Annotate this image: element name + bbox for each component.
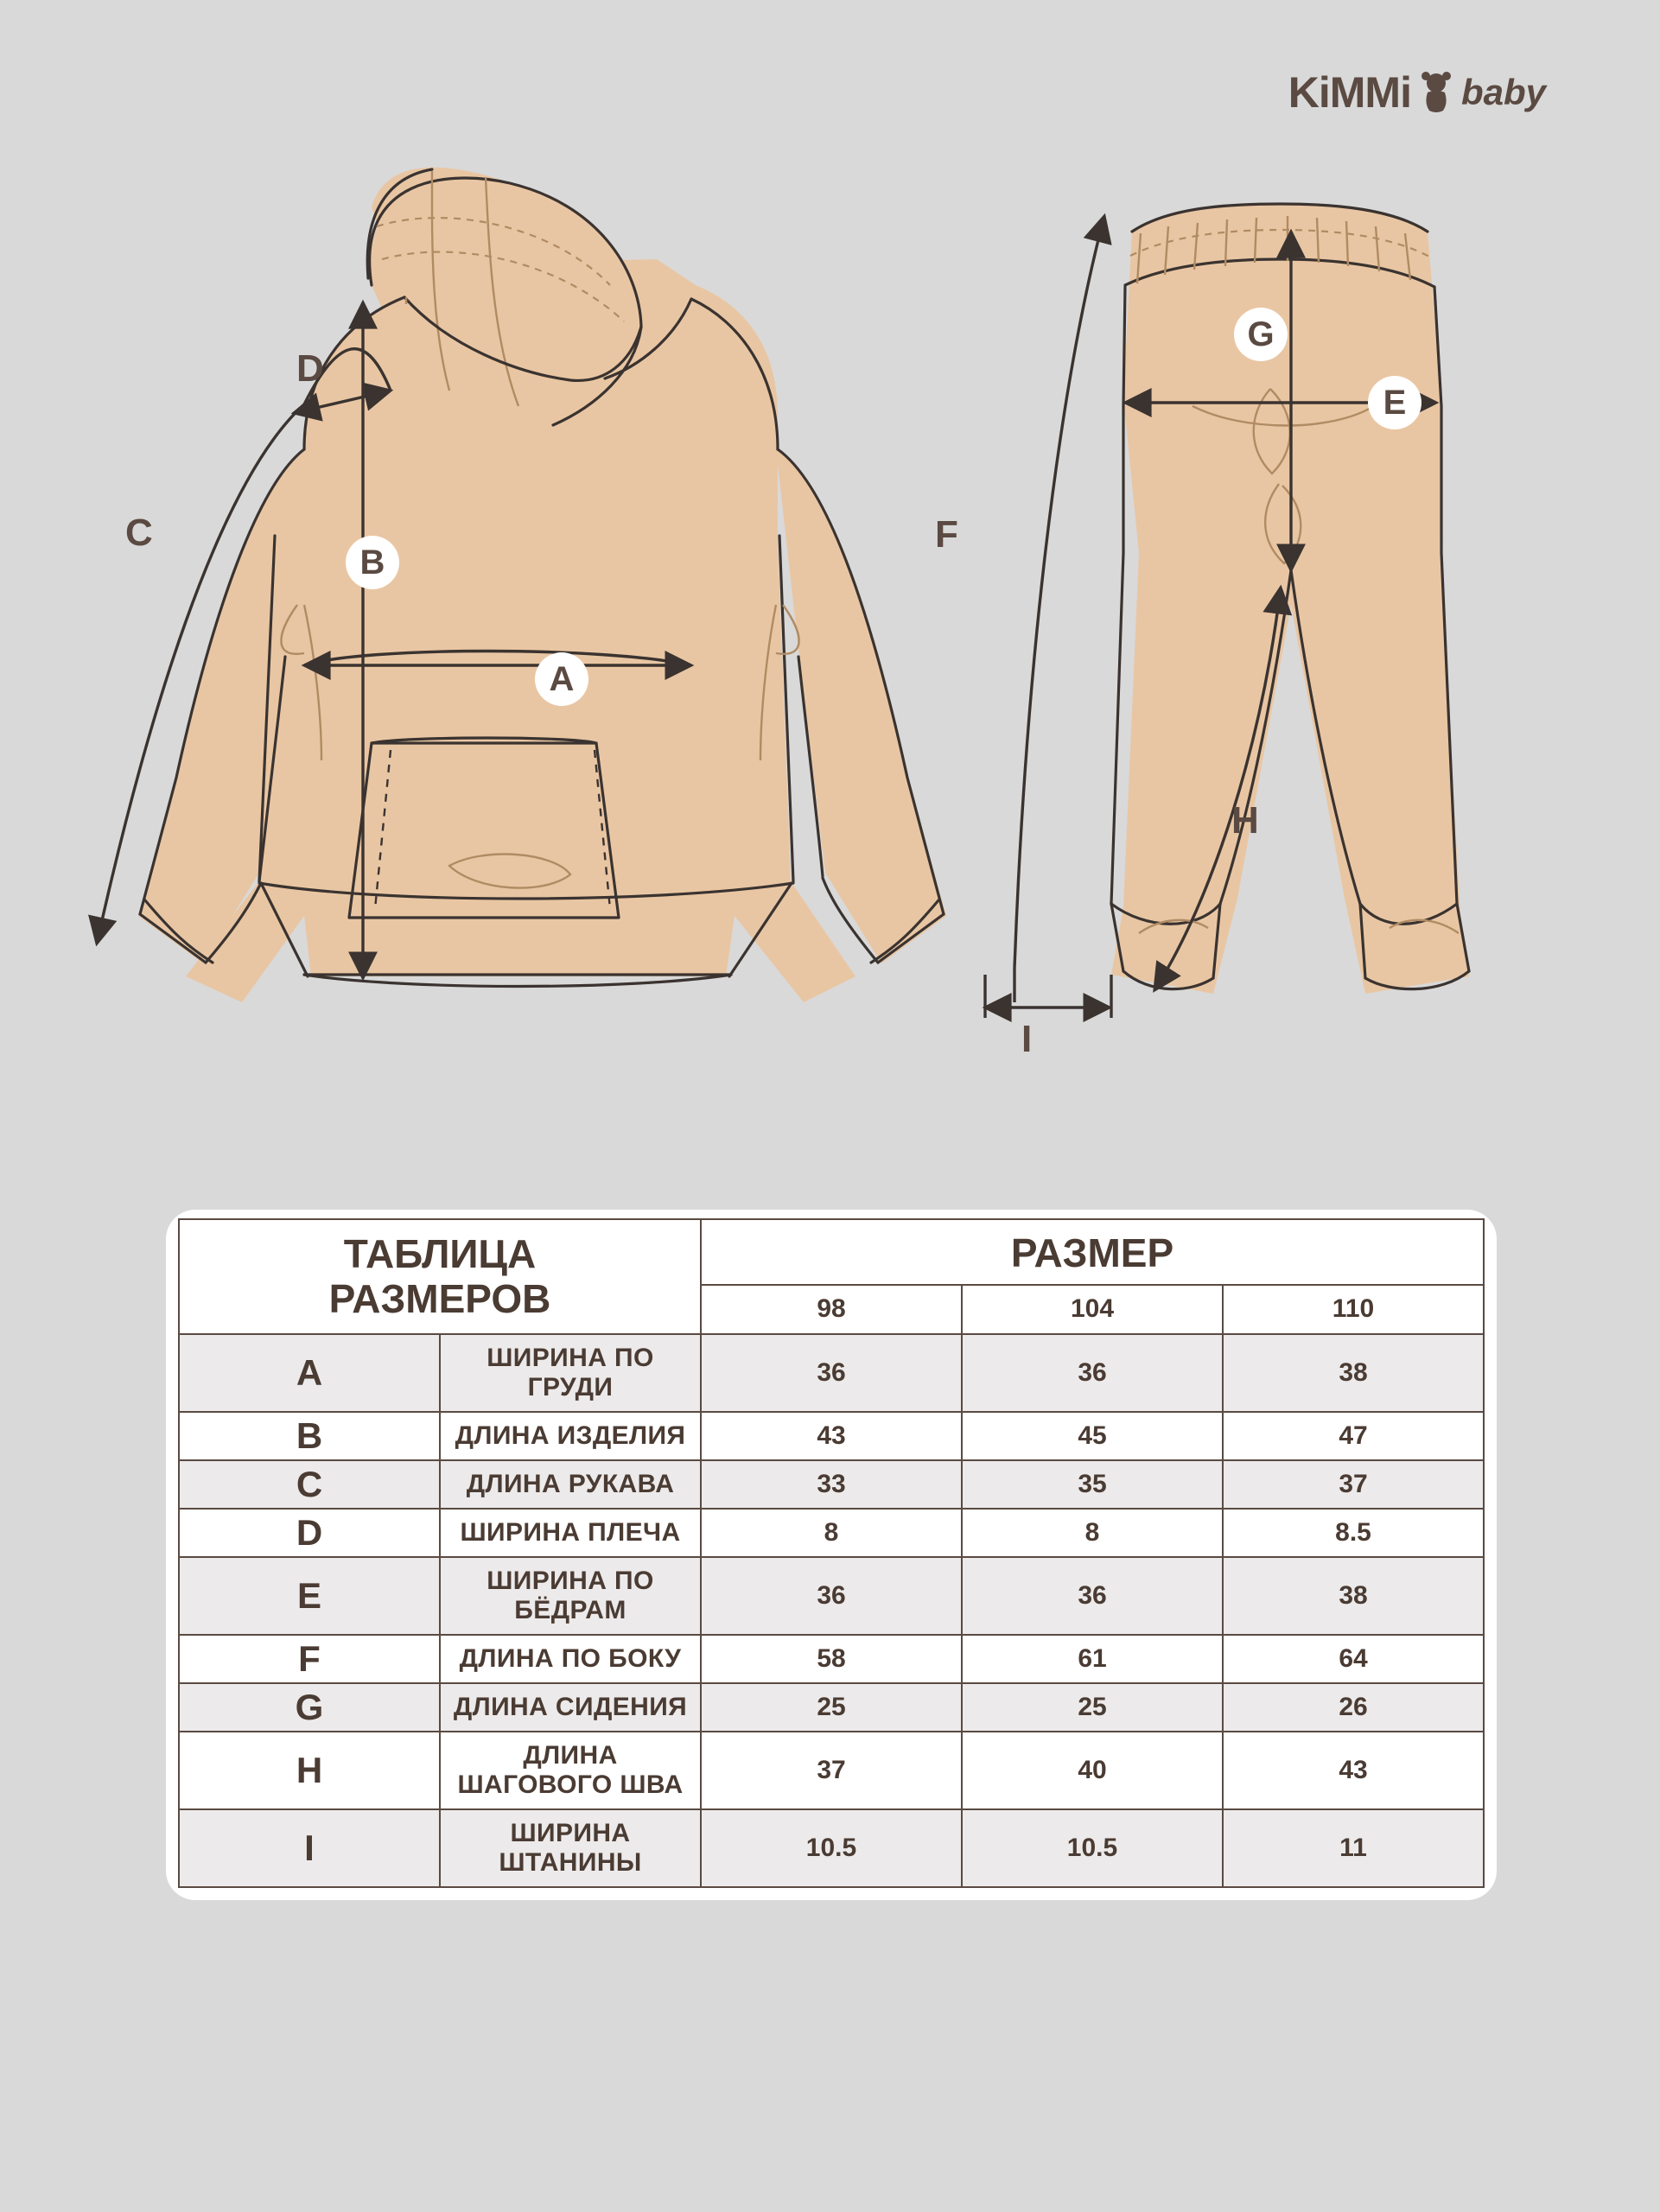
cell-H-104: 40 [962, 1732, 1223, 1809]
row-name-E: ШИРИНА ПО БЁДРАМ [440, 1557, 701, 1635]
cell-F-104: 61 [962, 1635, 1223, 1683]
cell-A-98: 36 [701, 1334, 962, 1412]
cell-A-104: 36 [962, 1334, 1223, 1412]
row-name-F: ДЛИНА ПО БОКУ [440, 1635, 701, 1683]
cell-C-98: 33 [701, 1460, 962, 1509]
hoodie-drawing [97, 168, 946, 1002]
brand-name: KiMMi [1288, 68, 1411, 117]
cell-I-110: 11 [1223, 1809, 1484, 1887]
marker-c: C [125, 512, 153, 554]
cell-H-98: 37 [701, 1732, 962, 1809]
row-letter-H: H [179, 1732, 440, 1809]
table-row [179, 1412, 1484, 1460]
size-header: РАЗМЕР [701, 1219, 1484, 1285]
size-column-98: 98 [701, 1285, 962, 1334]
table-row [179, 1460, 1484, 1509]
row-name-H: ДЛИНА ШАГОВОГО ШВА [440, 1732, 701, 1809]
table-row [179, 1635, 1484, 1683]
cell-D-98: 8 [701, 1509, 962, 1557]
row-name-B: ДЛИНА ИЗДЕЛИЯ [440, 1412, 701, 1460]
cell-E-104: 36 [962, 1557, 1223, 1635]
cell-F-98: 58 [701, 1635, 962, 1683]
cell-I-104: 10.5 [962, 1809, 1223, 1887]
marker-g: G [1234, 308, 1288, 361]
row-letter-D: D [179, 1509, 440, 1557]
row-letter-B: B [179, 1412, 440, 1460]
cell-C-104: 35 [962, 1460, 1223, 1509]
row-name-G: ДЛИНА СИДЕНИЯ [440, 1683, 701, 1732]
size-column-110: 110 [1223, 1285, 1484, 1334]
cell-B-104: 45 [962, 1412, 1223, 1460]
marker-b: B [346, 536, 399, 589]
marker-a: A [535, 652, 588, 706]
row-letter-E: E [179, 1557, 440, 1635]
marker-d: D [296, 347, 324, 390]
row-name-I: ШИРИНА ШТАНИНЫ [440, 1809, 701, 1887]
row-name-A: ШИРИНА ПО ГРУДИ [440, 1334, 701, 1412]
row-letter-F: F [179, 1635, 440, 1683]
marker-i: I [1021, 1018, 1033, 1060]
table-row [179, 1683, 1484, 1732]
table-row [179, 1334, 1484, 1412]
cell-G-104: 25 [962, 1683, 1223, 1732]
cell-G-110: 26 [1223, 1683, 1484, 1732]
row-letter-C: C [179, 1460, 440, 1509]
cell-I-98: 10.5 [701, 1809, 962, 1887]
row-letter-G: G [179, 1683, 440, 1732]
table-row [179, 1557, 1484, 1635]
table-row [179, 1732, 1484, 1809]
row-name-D: ШИРИНА ПЛЕЧА [440, 1509, 701, 1557]
size-table-card [166, 1210, 1497, 1900]
cell-G-98: 25 [701, 1683, 962, 1732]
row-name-C: ДЛИНА РУКАВА [440, 1460, 701, 1509]
row-letter-A: A [179, 1334, 440, 1412]
cell-D-104: 8 [962, 1509, 1223, 1557]
table-header-row [179, 1219, 1484, 1285]
size-column-104: 104 [962, 1285, 1223, 1334]
marker-e: E [1368, 376, 1421, 429]
marker-h: H [1231, 799, 1259, 842]
brand-sub: baby [1460, 72, 1546, 112]
cell-E-110: 38 [1223, 1557, 1484, 1635]
size-table [178, 1218, 1485, 1888]
table-title: ТАБЛИЦА РАЗМЕРОВ [179, 1219, 701, 1334]
cell-A-110: 38 [1223, 1334, 1484, 1412]
row-letter-I: I [179, 1809, 440, 1887]
cell-B-98: 43 [701, 1412, 962, 1460]
cell-B-110: 47 [1223, 1412, 1484, 1460]
pants-drawing [985, 204, 1469, 1018]
cell-C-110: 37 [1223, 1460, 1484, 1509]
cell-H-110: 43 [1223, 1732, 1484, 1809]
cell-E-98: 36 [701, 1557, 962, 1635]
marker-f: F [935, 513, 958, 556]
table-row [179, 1809, 1484, 1887]
cell-D-110: 8.5 [1223, 1509, 1484, 1557]
table-row [179, 1509, 1484, 1557]
cell-F-110: 64 [1223, 1635, 1484, 1683]
